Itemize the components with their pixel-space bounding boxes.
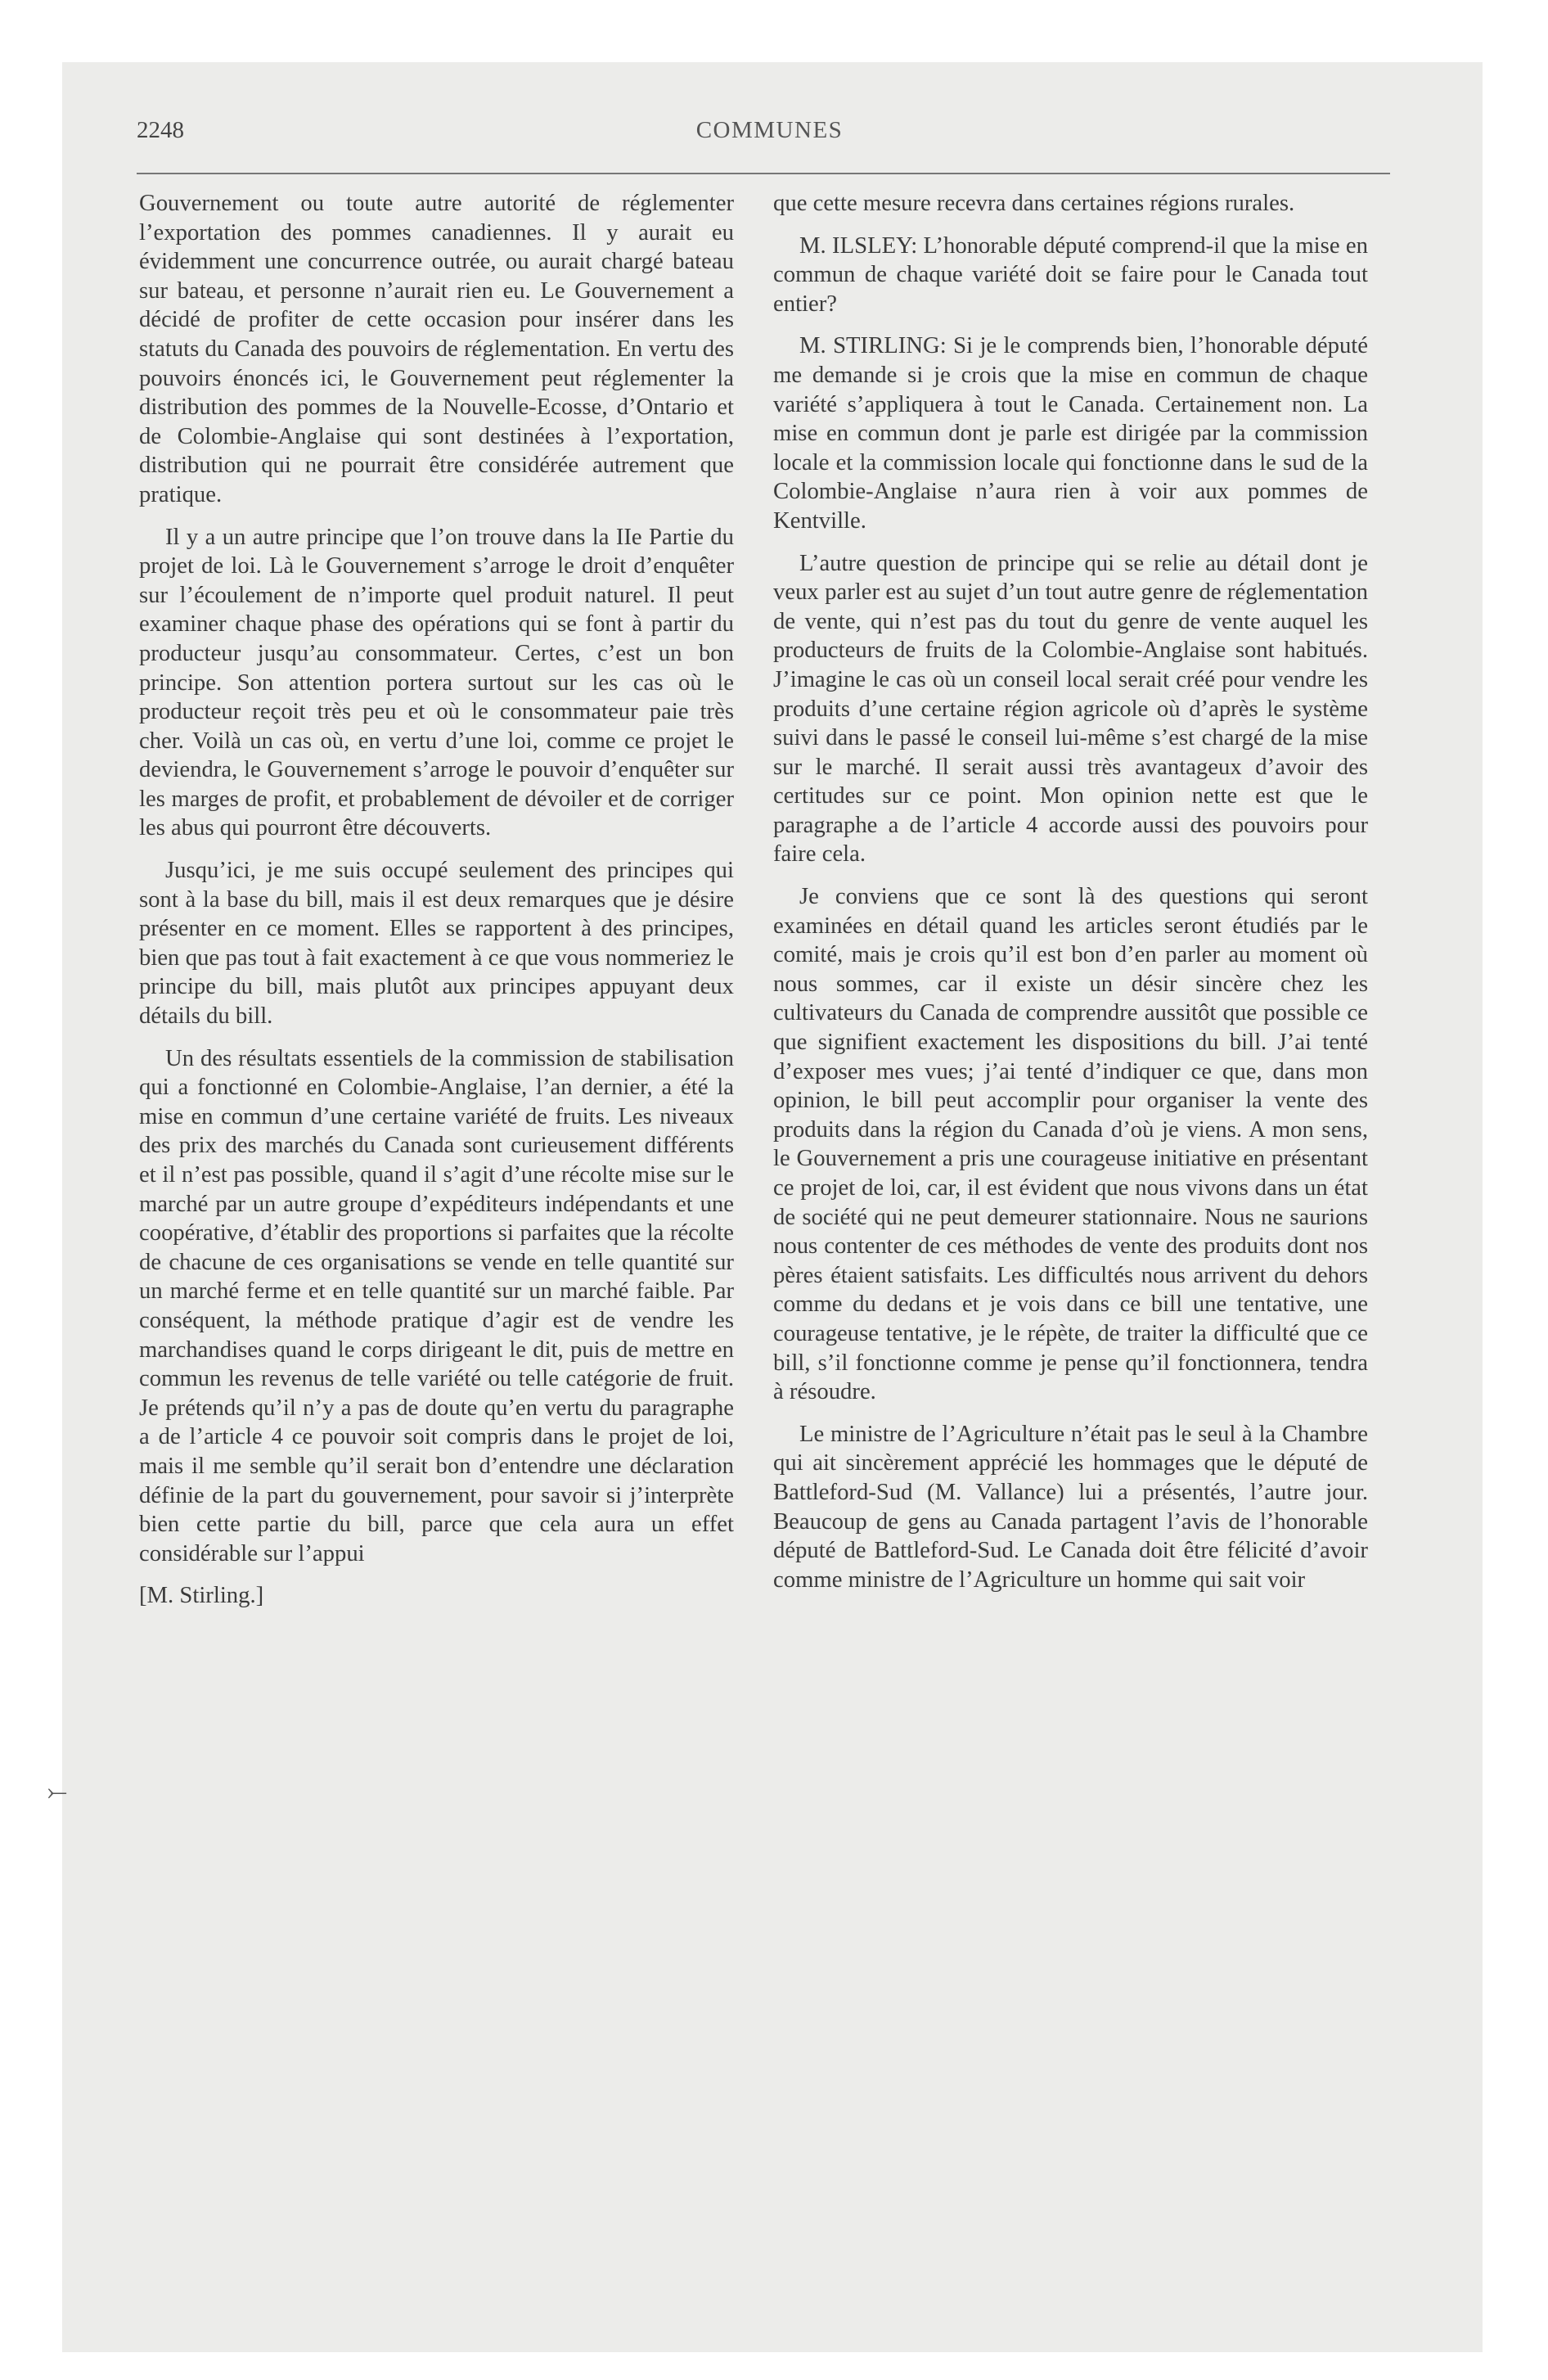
paragraph: Le ministre de l’Agriculture n’était pas le seul à la Chambre qui ait sincèrement apprécié les hommages que le député de Battleford-Sud (M. Vallance) lui a présentés, l’autre jour. Beaucoup de gens au Canada partagent l’avis de l’honorable député de Battleford-Sud. Le Canada doit être félicité d’avoir comme ministre de l’Agriculture un homme qui sait voir bbox=[773, 1420, 1368, 1593]
paragraph: Il y a un autre principe que l’on trouve dans la IIe Partie du projet de loi. Là le Gouvernement s’arroge le droit d’enquêter sur l’écoulement de n’importe quel produit naturel. Il peut examiner chaque phase des opérations qui se font à partir du producteur jusqu’au consommateur. Certes, c’est un bon principe. Son attention portera surtout sur les cas où le producteur reçoit très peu et où le consommateur paie très cher. Voilà un cas où, en vertu d’une loi, comme ce projet le deviendra, le Gouvernement s’arroge le pouvoir d’enquêter sur les marges de profit, et probablement de dévoiler et de corriger les abus qui pourront être découverts. bbox=[139, 523, 734, 841]
paragraph: Gouvernement ou toute autre autorité de réglementer l’exportation des pommes canadiennes. Il y aurait eu évidemment une concurrence outrée, ou aurait chargé bateau sur bateau, et personne n’aurait rien eu. Le Gouvernement a décidé de profiter de cette occasion pour insérer dans les statuts du Canada des pouvoirs de réglementation. En vertu des pouvoirs énoncés ici, le Gouvernement peut réglementer la distribution des pommes de la Nouvelle-Ecosse, d’Ontario et de Colombie-Anglaise qui sont destinées à l’exportation, distribution qui ne pourrait être considérée autrement que pratique. bbox=[139, 190, 734, 507]
header-rule bbox=[137, 173, 1390, 174]
left-column bbox=[139, 189, 734, 1611]
paragraph: M. ILSLEY: L’honorable député comprend-il que la mise en commun de chaque variété doit se faire pour le Canada tout entier? bbox=[773, 232, 1368, 317]
running-head bbox=[137, 117, 1402, 150]
paragraph: Jusqu’ici, je me suis occupé seulement des principes qui sont à la base du bill, mais il est deux remarques que je désire présenter en ce moment. Elles se rapportent à des principes, bien que pas tout à fait exactement à ce que vous nommeriez le principe du bill, mais plutôt aux principes appuyant deux détails du bill. bbox=[139, 857, 734, 1030]
right-column bbox=[773, 189, 1368, 1607]
page-number: 2248 bbox=[137, 117, 184, 143]
paragraph: L’autre question de principe qui se relie au détail dont je veux parler est au sujet d’un tout autre genre de réglementation de vente, qui n’est pas du tout du genre de vente auquel les producteurs de fruits de la Colombie-Anglaise sont habitués. J’imagine le cas où un conseil local serait créé pour vendre les produits d’une certaine région agricole où d’après le système suivi dans le passé le conseil lui-même s’est chargé de la mise sur le marché. Il serait aussi très avantageux d’avoir des certitudes sur ce point. Mon opinion nette est que le paragraphe a de l’article 4 accorde aussi des pouvoirs pour faire cela. bbox=[773, 549, 1368, 868]
paragraph: que cette mesure recevra dans certaines régions rurales. bbox=[773, 190, 1295, 216]
speaker-byline: [M. Stirling.] bbox=[139, 1582, 264, 1609]
margin-arrow-icon: ⤚ bbox=[47, 1778, 67, 1806]
paragraph: M. STIRLING: Si je le comprends bien, l’honorable député me demande si je crois que la mise en commun de chaque variété s’appliquera à tout le Canada. Certainement non. La mise en commun dont je parle est dirigée par la commission locale et la commission locale qui fonctionne dans le sud de la Colombie-Anglaise n’aura rien à voir aux pommes de Kentville. bbox=[773, 332, 1368, 534]
section-title: COMMUNES bbox=[695, 117, 844, 143]
paragraph: Je conviens que ce sont là des questions qui seront examinées en détail quand les articles seront étudiés par le comité, mais je crois qu’il est bon d’en parler au moment où nous sommes, car il existe un désir sincère chez les cultivateurs du Canada de comprendre aussitôt que possible ce que signifient exactement les dispositions du bill. J’ai tenté d’exposer mes vues; j’ai tenté d’indiquer ce que, dans mon opinion, le bill peut accomplir pour organiser la vente des produits dans la région du Canada d’où je viens. A mon sens, le Gouvernement a pris une courageuse initiative en présentant ce projet de loi, car, il est évident que nous vivons dans un état de société qui ne peut demeurer stationnaire. Nous ne saurions nous contenter de ces méthodes de vente des produits dont nos pères étaient satisfaits. Les difficultés nous arrivent du dehors comme du dedans et je vois dans ce bill une tentative, une courageuse tentative, je le répète, de traiter la difficulté que ce bill, s’il fonctionne comme je pense qu’il fonctionnera, tendra à résoudre. bbox=[773, 883, 1368, 1405]
paragraph: Un des résultats essentiels de la commission de stabilisation qui a fonctionné en Colombie-Anglaise, l’an dernier, a été la mise en commun d’une certaine variété de fruits. Les niveaux des prix des marchés du Canada sont curieusement différents et il n’est pas possible, quand il s’agit d’une récolte mise sur le marché par un autre groupe d’expéditeurs indépendants et une coopérative, d’établir des proportions si parfaites que la récolte de chacune de ces organisations se vende en telle quantité sur un marché ferme et en telle quantité sur un marché faible. Par conséquent, la méthode pratique d’agir est de vendre les marchandises quand le corps dirigeant le dit, puis de mettre en commun les revenus de telle variété ou telle catégorie de fruit. Je prétends qu’il n’y a pas de doute qu’en vertu du paragraphe a de l’article 4 ce pouvoir soit compris dans le projet de loi, mais il me semble qu’il serait bon d’entendre une déclaration définie de la part du gouvernement, pour savoir si j’interprète bien cette partie du bill, parce que cela aura un effet considérable sur l’appui bbox=[139, 1044, 734, 1566]
